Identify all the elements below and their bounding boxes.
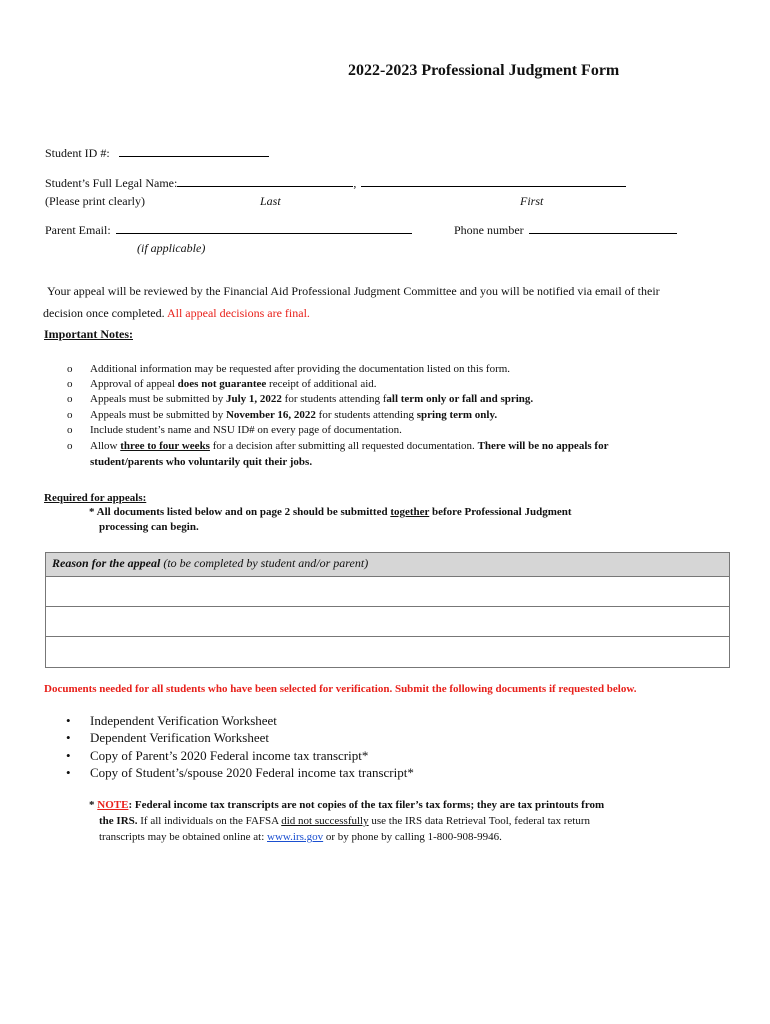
note-marker-6: o — [67, 440, 73, 452]
note-marker-1: o — [67, 363, 73, 375]
reason-row-2[interactable] — [46, 607, 729, 637]
note-item-3: Appeals must be submitted by July 1, 2022 for students attending fall term only or fall and spring. — [90, 393, 534, 405]
full-name-row — [45, 174, 626, 191]
parent-email-field[interactable] — [116, 221, 412, 234]
final-decision-note: All appeal decisions are final. — [166, 306, 310, 320]
note-marker-3: o — [67, 393, 73, 405]
parent-email-label: Parent Email: — [45, 223, 111, 237]
student-id-row — [45, 144, 269, 161]
footnote-line-3: transcripts may be obtained online at: www.irs.gov or by phone by calling 1-800-908-9946. — [99, 831, 502, 843]
last-label: Last — [260, 194, 281, 208]
reason-header-label: Reason for the appeal — [52, 556, 161, 570]
note-marker-2: o — [67, 378, 73, 390]
note-item-4: Appeals must be submitted by November 16, 2022 for students attending spring term only. — [90, 409, 498, 421]
phone-field[interactable] — [529, 221, 677, 234]
important-notes-heading: Important Notes: — [44, 327, 133, 341]
footnote-line-1: * NOTE: Federal income tax transcripts are not copies of the tax filer’s tax forms; they are tax printouts from — [89, 799, 605, 811]
phone-label: Phone number — [454, 223, 524, 237]
student-id-field[interactable] — [119, 144, 269, 157]
first-name-field[interactable] — [361, 174, 626, 187]
parent-email-row — [45, 221, 412, 238]
full-name-label: Student’s Full Legal Name: — [45, 176, 178, 190]
name-comma: , — [353, 176, 357, 190]
reason-table-header — [46, 553, 729, 577]
note-item-6-continued: student/parents who voluntarily quit their jobs. — [90, 456, 313, 468]
print-note: (Please print clearly) — [45, 194, 145, 208]
note-word: NOTE — [97, 799, 129, 811]
irs-link[interactable]: www.irs.gov — [267, 831, 324, 843]
bullet-2: • — [66, 730, 71, 745]
note-item-5: Include student’s name and NSU ID# on every page of documentation. — [90, 424, 402, 436]
phone-row — [454, 221, 677, 238]
intro-line-2 — [43, 306, 310, 321]
required-line-1: * All documents listed below and on page 2 should be submitted together before Professional Judgment — [89, 506, 572, 518]
student-id-label: Student ID #: — [45, 146, 110, 160]
verification-item-4: Copy of Student’s/spouse 2020 Federal income tax transcript* — [90, 765, 414, 780]
page-title: 2022-2023 Professional Judgment Form — [348, 62, 620, 79]
bullet-1: • — [66, 713, 71, 728]
note-item-2: Approval of appeal does not guarantee receipt of additional aid. — [90, 378, 377, 390]
footnote-line-2: the IRS. If all individuals on the FAFSA did not successfully use the IRS data Retrieval Tool, federal tax return — [99, 815, 591, 827]
intro-decision-text: decision once completed. — [43, 306, 165, 320]
note-item-6: Allow three to four weeks for a decision after submitting all requested documentation. There will be no appeals for — [90, 440, 609, 452]
first-label: First — [520, 194, 544, 208]
required-heading: Required for appeals: — [44, 492, 147, 504]
reason-table — [45, 552, 730, 668]
verification-item-2: Dependent Verification Worksheet — [90, 730, 269, 745]
verification-item-3: Copy of Parent’s 2020 Federal income tax transcript* — [90, 748, 369, 763]
required-line-2: processing can begin. — [99, 521, 199, 533]
bullet-4: • — [66, 765, 71, 780]
if-applicable-note: (if applicable) — [137, 241, 206, 255]
last-name-field[interactable] — [177, 174, 353, 187]
verification-item-1: Independent Verification Worksheet — [90, 713, 277, 728]
note-marker-5: o — [67, 424, 73, 436]
bullet-3: • — [66, 748, 71, 763]
reason-header-hint: (to be completed by student and/or parent) — [160, 556, 369, 570]
note-marker-4: o — [67, 409, 73, 421]
reason-row-3[interactable] — [46, 637, 729, 667]
intro-line-1: Your appeal will be reviewed by the Financial Aid Professional Judgment Committee and you will be notified via email of their — [47, 284, 660, 298]
reason-row-1[interactable] — [46, 577, 729, 607]
verification-heading: Documents needed for all students who have been selected for verification. Submit the following documents if requested below. — [44, 683, 637, 695]
note-item-1: Additional information may be requested after providing the documentation listed on this form. — [90, 363, 511, 375]
